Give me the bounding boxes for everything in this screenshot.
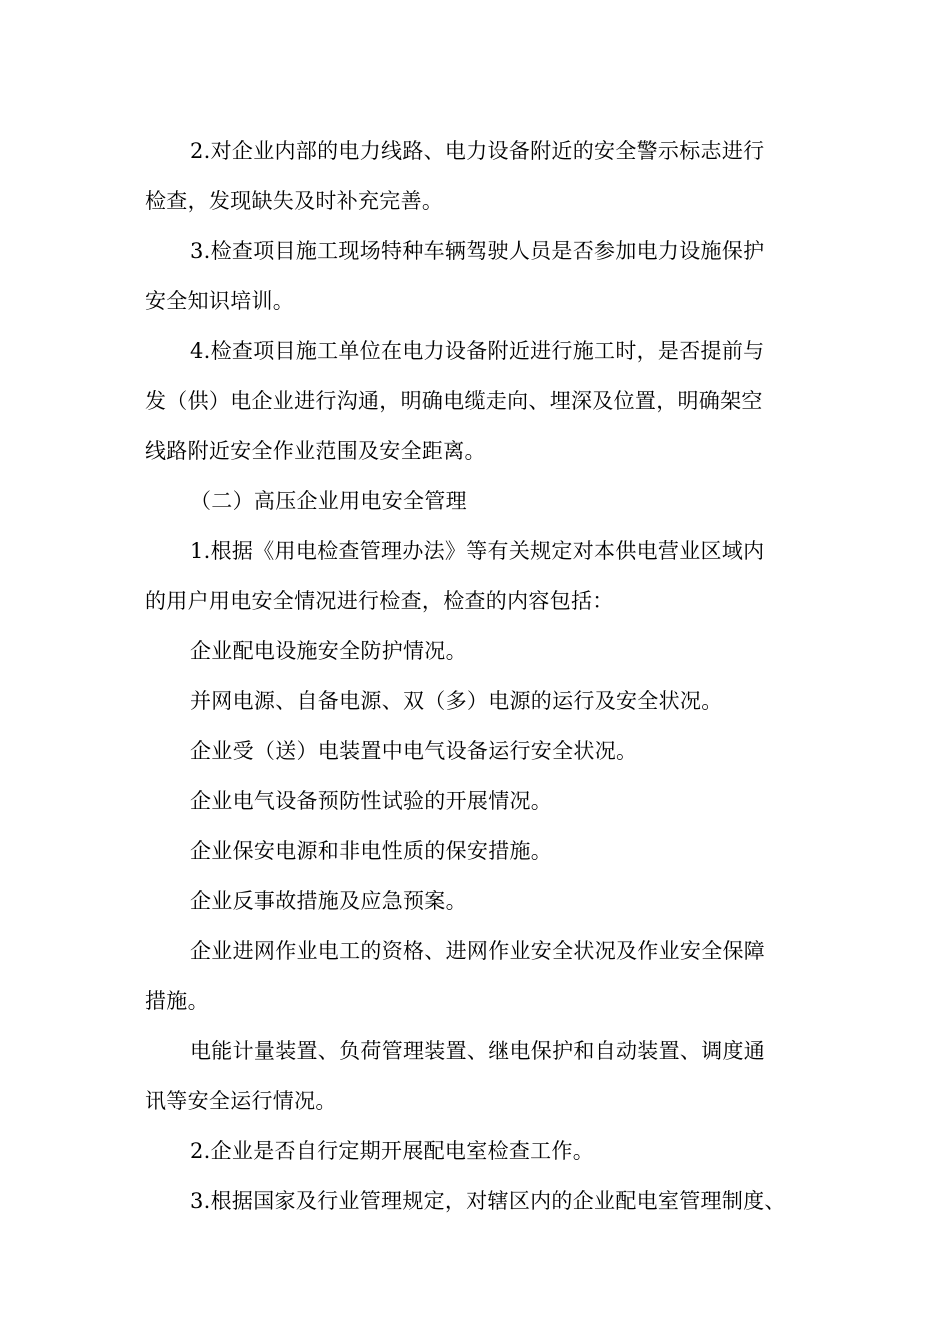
paragraph-line: 3.根据国家及行业管理规定，对辖区内的企业配电室管理制度、 bbox=[190, 1189, 786, 1213]
paragraph-line: 措施。 bbox=[145, 989, 209, 1013]
list-item: 企业保安电源和非电性质的保安措施。 bbox=[190, 839, 553, 863]
list-item: 企业进网作业电工的资格、进网作业安全状况及作业安全保障 bbox=[190, 939, 766, 963]
paragraph-line: 4.检查项目施工单位在电力设备附近进行施工时，是否提前与 bbox=[190, 339, 765, 363]
paragraph-line: 1.根据《用电检查管理办法》等有关规定对本供电营业区域内 bbox=[190, 539, 765, 563]
list-item: 并网电源、自备电源、双（多）电源的运行及安全状况。 bbox=[190, 689, 723, 713]
list-item: 企业配电设施安全防护情况。 bbox=[190, 639, 467, 663]
section-heading: （二）高压企业用电安全管理 bbox=[190, 489, 467, 513]
paragraph-line: 2.企业是否自行定期开展配电室检查工作。 bbox=[190, 1139, 595, 1163]
paragraph-line: 检查，发现缺失及时补充完善。 bbox=[145, 189, 444, 213]
paragraph-line: 的用户用电安全情况进行检查，检查的内容包括： bbox=[145, 589, 614, 613]
list-item: 电能计量装置、负荷管理装置、继电保护和自动装置、调度通 bbox=[190, 1039, 766, 1063]
list-item: 企业反事故措施及应急预案。 bbox=[190, 889, 467, 913]
list-item: 企业受（送）电装置中电气设备运行安全状况。 bbox=[190, 739, 638, 763]
paragraph-line: 讯等安全运行情况。 bbox=[145, 1089, 337, 1113]
paragraph-line: 安全知识培训。 bbox=[145, 289, 295, 313]
paragraph-line: 线路附近安全作业范围及安全距离。 bbox=[145, 439, 486, 463]
list-item: 企业电气设备预防性试验的开展情况。 bbox=[190, 789, 553, 813]
paragraph-line: 3.检查项目施工现场特种车辆驾驶人员是否参加电力设施保护 bbox=[190, 239, 765, 263]
paragraph-line: 发（供）电企业进行沟通，明确电缆走向、埋深及位置，明确架空 bbox=[145, 389, 763, 413]
paragraph-line: 2.对企业内部的电力线路、电力设备附近的安全警示标志进行 bbox=[190, 139, 765, 163]
